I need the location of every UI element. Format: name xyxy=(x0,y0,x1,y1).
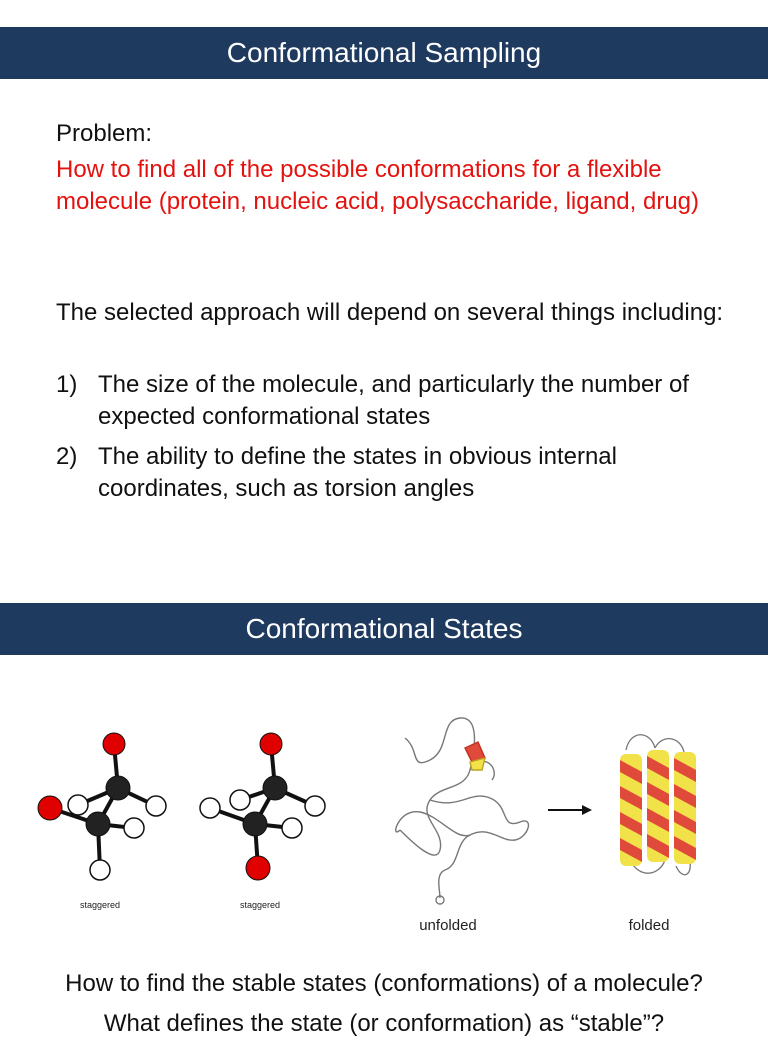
criteria-list xyxy=(56,369,736,513)
slide2-title: Conformational States xyxy=(245,613,523,644)
list-item-text: The ability to define the states in obvious internal coordinates, such as torsion angles xyxy=(98,443,617,502)
staggered-molecule-icon-right xyxy=(200,733,325,880)
list-item-number: 2) xyxy=(56,443,78,470)
list-item xyxy=(56,441,736,505)
staggered-molecule-icon-left xyxy=(38,733,166,880)
list-item-text: The size of the molecule, and particularly the number of expected conformational states xyxy=(98,371,689,430)
list-item xyxy=(56,369,736,433)
unfolded-protein-icon xyxy=(396,718,529,904)
problem-text: How to find all of the possible conformations for a flexible molecule (protein, nucleic acid, polysaccharide, ligand, drug) xyxy=(56,156,700,215)
caption-staggered-left: staggered xyxy=(79,900,121,910)
arrow-right-icon xyxy=(548,805,592,815)
caption-staggered-right: staggered xyxy=(239,900,281,910)
caption-folded: folded xyxy=(628,917,670,934)
slide1-title: Conformational Sampling xyxy=(226,37,542,68)
stable-states-question: How to find the stable states (conformations) of a molecule? xyxy=(65,970,703,997)
conformations-figure xyxy=(0,690,768,950)
stable-definition-question: What defines the state (or conformation) as “stable”? xyxy=(103,1010,665,1037)
folded-protein-icon xyxy=(620,735,696,875)
slide2-title-bar xyxy=(0,603,768,655)
list-item-number: 1) xyxy=(56,371,78,398)
slide1-title-bar xyxy=(0,27,768,79)
problem-label: Problem: xyxy=(56,120,153,147)
approach-intro: The selected approach will depend on several things including: xyxy=(56,299,724,326)
caption-unfolded: unfolded xyxy=(419,917,477,934)
